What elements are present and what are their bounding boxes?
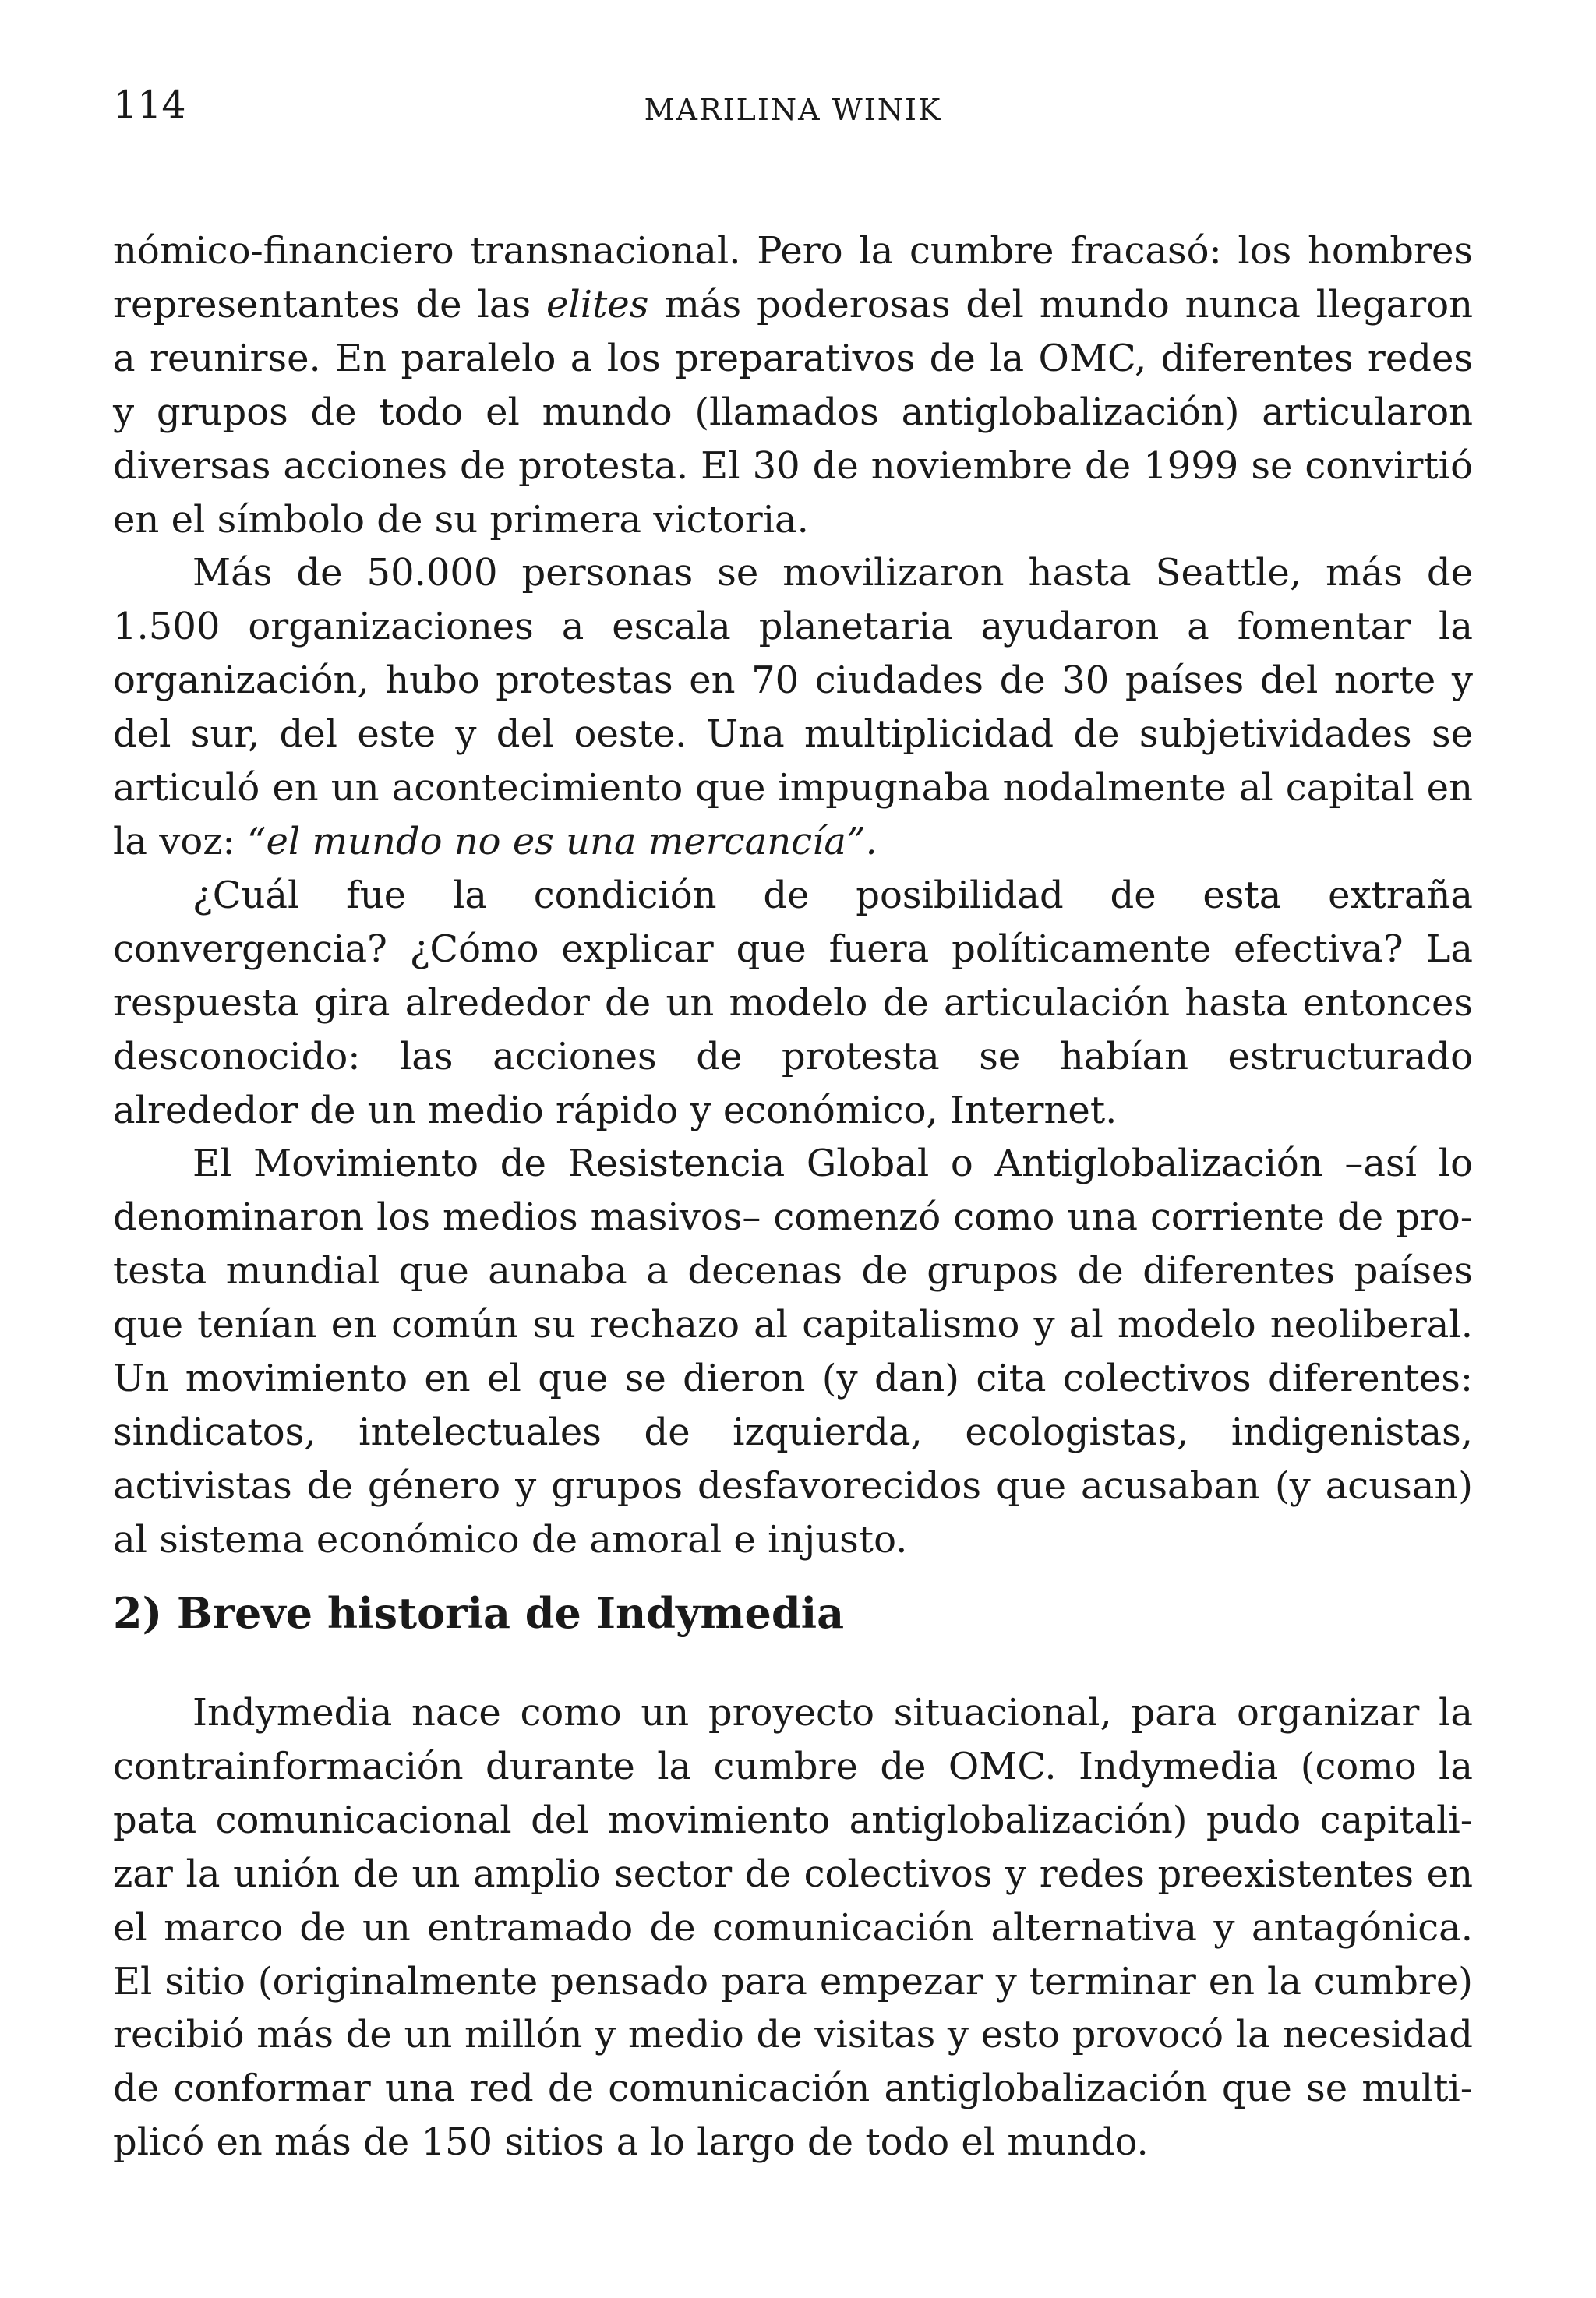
paragraph [113,1137,1473,1566]
paragraph [113,546,1473,868]
text-segment: nómico-financiero transnacional. Pero la cumbre fracasó: los hombres representantes de las [113,229,1473,327]
section-body-text [113,1686,1473,2169]
section-heading: 2) Breve historia de Indymedia [113,1588,845,1638]
paragraph-continuation [113,224,1473,546]
book-page [113,0,1473,2298]
running-title: MARILINA WINIK [644,93,942,127]
text-segment: El Movimiento de Resistencia Global o Antiglobalización –así lo denominaron los medios masivos– comenzó como una corriente de protesta mundial que aunaba a decenas de grupos de diferentes países que tenían en común su rechazo al capitalismo y al modelo neoliberal. Un movimiento en el que se dieron (y dan) cita colectivos diferentes: sindicatos, intelectuales de izquierda, ecologistas, indigenistas, activistas de género y grupos desfavorecidos que acusaban (y acusan) al sistema económico de amoral e injusto. [113,1142,1473,1562]
text-segment: Indymedia nace como un proyecto situacional, para organizar la contrainformación durante la cumbre de OMC. Indymedia (como la pata comunicacional del movimiento antiglobalización) pudo capitalizar la unión de un amplio sector de colectivos y redes preexistentes en el marco de un entramado de comunicación alternativa y antagónica. El sitio (originalmente pensado para empezar y terminar en la cumbre) recibió más de un millón y medio de visitas y esto provocó la necesidad de conformar una red de comunicación antiglobalización que se multiplicó en más de 150 sitios a lo largo de todo el mundo. [113,1691,1473,2165]
text-segment-italic: “el mundo no es una mercancía”. [246,819,877,863]
running-head [113,78,1473,132]
text-segment: más poderosas del mundo nunca llegaron a reunirse. En paralelo a los preparativos de la OMC, diferentes redes y grupos de todo el mundo (llamados antiglobalización) articularon diversas acciones de protesta. El 30 de noviembre de 1999 se convirtió en el símbolo de su primera victoria. [113,282,1473,542]
paragraph [113,1686,1473,2169]
paragraph [113,869,1473,1138]
text-segment-italic: elites [546,282,649,327]
text-segment: ¿Cuál fue la condición de posibilidad de esta extraña convergencia? ¿Cómo explicar que fuera políticamente efectiva? La respuesta gira alrededor de un modelo de articulación hasta entonces desconocido: las acciones de protesta se habían estructurado alrededor de un medio rápido y económico, Internet. [113,873,1473,1132]
body-text [113,224,1473,1567]
text-segment: Más de 50.000 personas se movilizaron hasta Seattle, más de 1.500 organizaciones a escala planetaria ayudaron a fomentar la organización, hubo protestas en 70 ciudades de 30 países del norte y del sur, del este y del oeste. Una multiplicidad de subjetividades se articuló en un acontecimiento que impugnaba nodalmente al capital en la voz: [113,551,1473,863]
page-number: 114 [113,83,186,127]
